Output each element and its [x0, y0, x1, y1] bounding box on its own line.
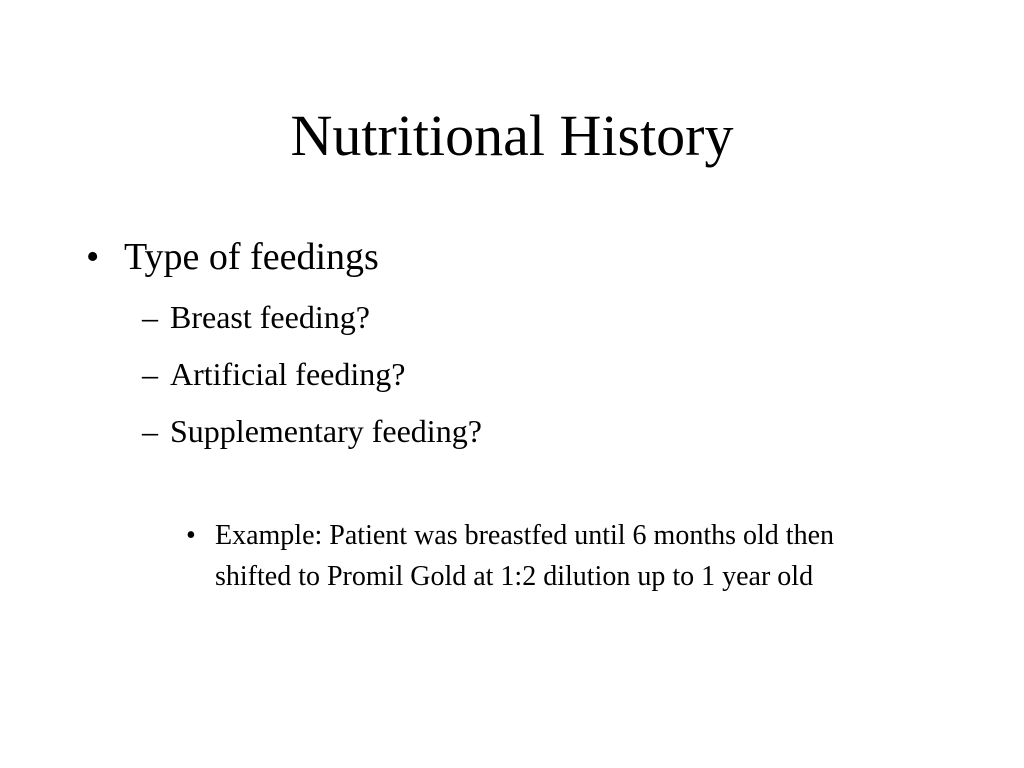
bullet-icon: •: [186, 520, 196, 551]
example-text: Example: Patient was breastfed until 6 months old then shifted to Promil Gold at 1:2 dilution up to 1 year old: [215, 520, 834, 592]
slide-title: Nutritional History: [290, 103, 734, 168]
example-bullet: [186, 515, 916, 597]
sub-bullet-item: [142, 411, 482, 468]
dash-icon: –: [142, 356, 158, 392]
dash-icon: –: [142, 299, 158, 335]
sub-bullet-item: [142, 297, 482, 354]
sub-bullet-list: [142, 297, 482, 468]
sub-bullet-item: [142, 354, 482, 411]
main-bullet-text: Type of feedings: [124, 236, 379, 278]
bullet-icon: •: [86, 236, 100, 278]
sub-bullet-text: Artificial feeding?: [170, 356, 406, 392]
sub-bullet-text: Supplementary feeding?: [170, 413, 482, 449]
dash-icon: –: [142, 413, 158, 449]
sub-bullet-text: Breast feeding?: [170, 299, 370, 335]
main-bullet: [86, 233, 379, 281]
